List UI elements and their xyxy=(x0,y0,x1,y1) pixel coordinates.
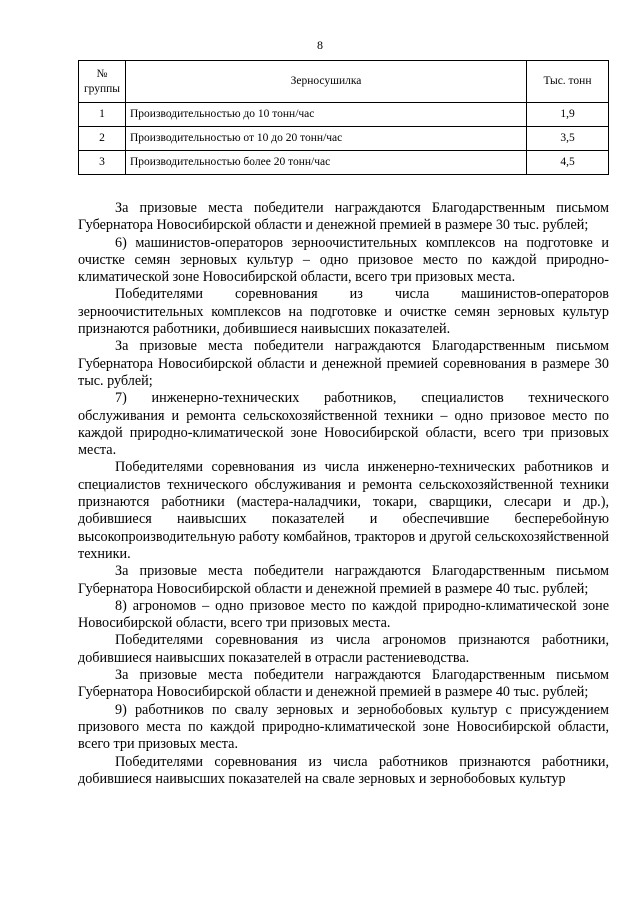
paragraph: За призовые места победители награждаются Благодарственным письмом Губернатора Новосибирской области и денежной премией в размере 40 тыс. рублей; xyxy=(78,563,609,597)
grain-dryer-table xyxy=(78,60,609,175)
row-number: 1 xyxy=(79,103,126,127)
header-grain-dryer: Зерносушилка xyxy=(126,61,527,103)
paragraph: Победителями соревнования из числа инженерно-технических работников и специалистов технического обслуживания и ремонта сельскохозяйственной техники признаются работники (мастера-наладчики, токари, сварщики, слесари и др.), добившиеся наивысших показателей и обеспечившие бесперебойную высокопроизводительную работу комбайнов, тракторов и другой сельскохозяйственной техники. xyxy=(78,459,609,562)
row-description: Производительностью до 10 тонн/час xyxy=(126,103,527,127)
paragraph: За призовые места победители награждаются Благодарственным письмом Губернатора Новосибирской области и денежной премией соревнования в размере 30 тыс. рублей; xyxy=(78,338,609,389)
paragraph: Победителями соревнования из числа машинистов-операторов зерноочистительных комплексов на подготовке и очистке семян зерновых культур признаются работники, добившиеся наивысших показателей. xyxy=(78,286,609,338)
page-number: 8 xyxy=(317,38,323,52)
paragraph: 9) работников по свалу зерновых и зернобобовых культур с присуждением призового места по каждой природно-климатической зоне Новосибирской области, всего три призовых места. xyxy=(78,701,609,753)
paragraph: 6) машинистов-операторов зерноочистительных комплексов на подготовке и очистке семян зерновых культур – одно призовое место по каждой природно-климатической зоне Новосибирской области, всего три призовых места. xyxy=(78,234,609,286)
row-number: 2 xyxy=(79,127,126,151)
paragraph: За призовые места победители награждаются Благодарственным письмом Губернатора Новосибирской области и денежной премией в размере 30 тыс. рублей; xyxy=(78,200,609,234)
table-row xyxy=(79,151,609,175)
row-description: Производительностью более 20 тонн/час xyxy=(126,151,527,175)
paragraph: За призовые места победители награждаются Благодарственным письмом Губернатора Новосибирской области и денежной премией в размере 40 тыс. рублей; xyxy=(78,667,609,701)
table-row xyxy=(79,103,609,127)
row-description: Производительностью от 10 до 20 тонн/час xyxy=(126,127,527,151)
row-value: 1,9 xyxy=(527,103,609,127)
document-body xyxy=(78,200,609,788)
row-value: 4,5 xyxy=(527,151,609,175)
table-row xyxy=(79,127,609,151)
paragraph: 7) инженерно-технических работников, специалистов технического обслуживания и ремонта сельскохозяйственной техники – одно призовое место по каждой природно-климатической зоне Новосибирской области, всего три призовых места. xyxy=(78,390,609,459)
paragraph: Победителями соревнования из числа работников признаются работники, добившиеся наивысших показателей на свале зерновых и зернобобовых культур xyxy=(78,753,609,787)
row-value: 3,5 xyxy=(527,127,609,151)
table-header-row xyxy=(79,61,609,103)
header-thousand-tons: Тыс. тонн xyxy=(527,61,609,103)
row-number: 3 xyxy=(79,151,126,175)
header-group-number: № группы xyxy=(79,61,126,103)
paragraph: 8) агрономов – одно призовое место по каждой природно-климатической зоне Новосибирской области, всего три призовых места. xyxy=(78,597,609,632)
paragraph: Победителями соревнования из числа агрономов признаются работники, добившиеся наивысших показателей в отрасли растениеводства. xyxy=(78,632,609,666)
